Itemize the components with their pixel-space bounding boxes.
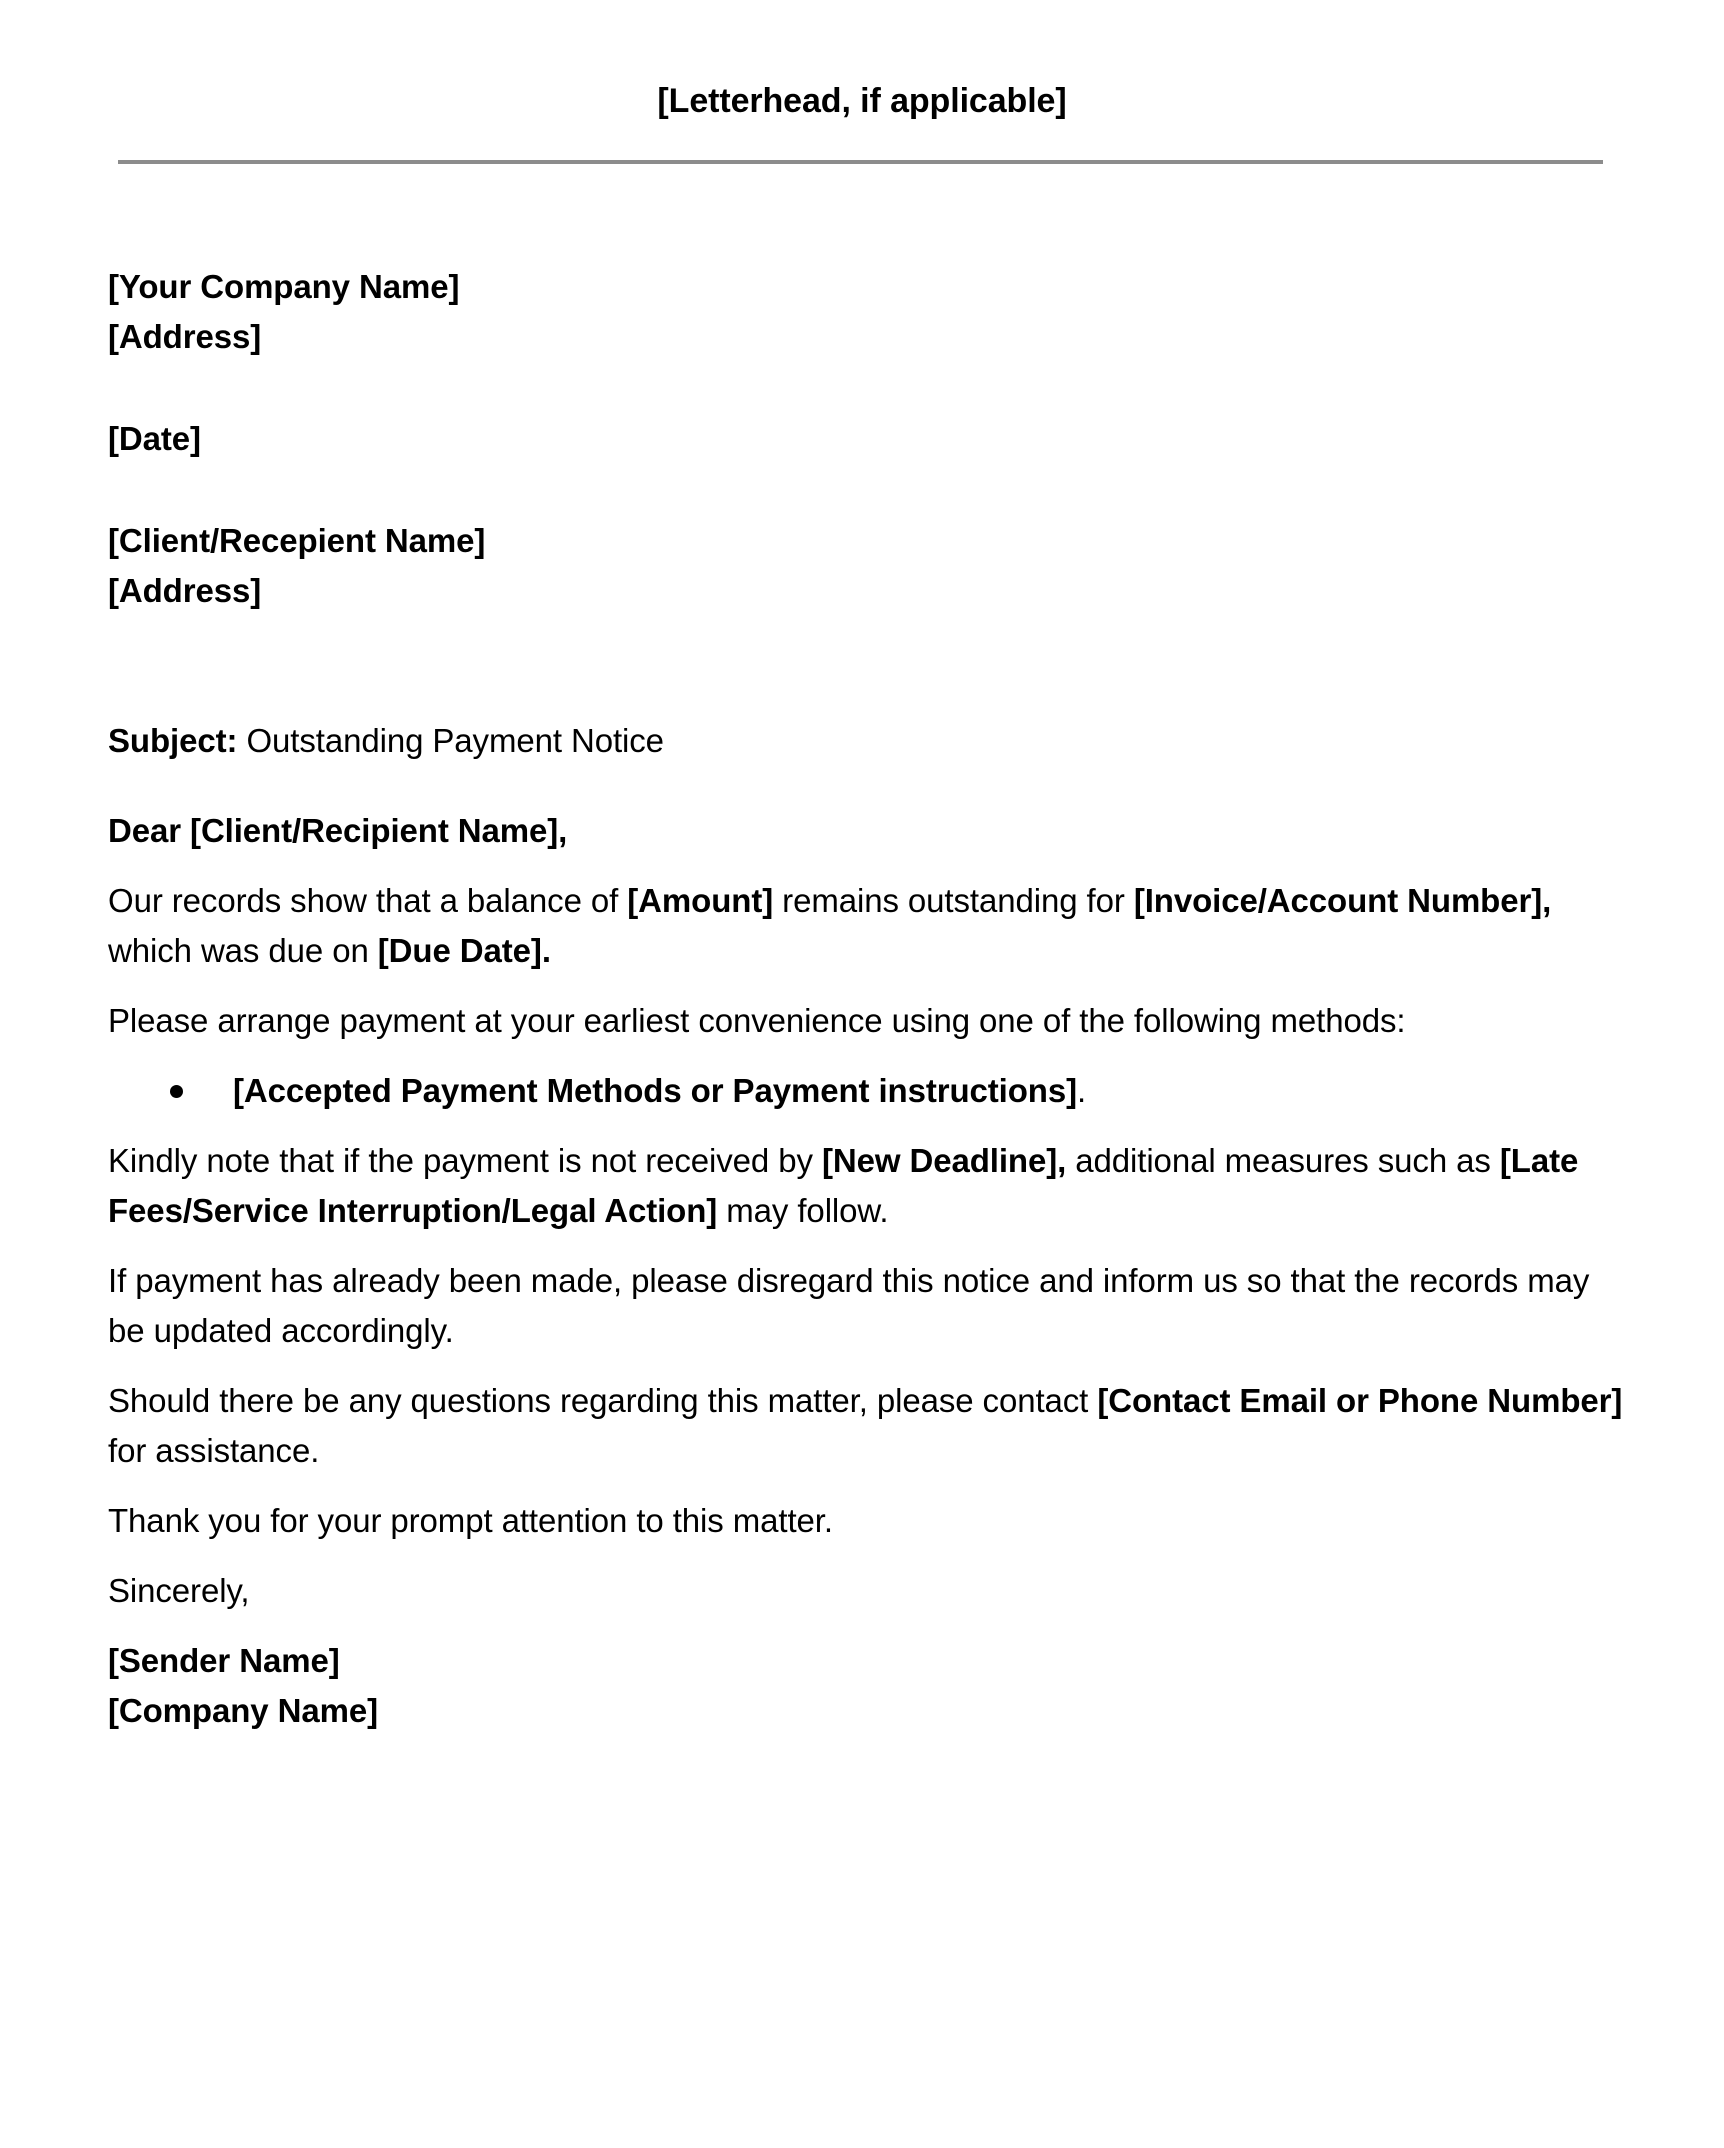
- placeholder-amount: [Amount]: [627, 882, 774, 919]
- placeholder-due-date: [Due Date].: [377, 932, 551, 969]
- header-divider: [118, 160, 1603, 164]
- salutation-spacer: [108, 786, 1628, 806]
- placeholder-additional-measures: [Late Fees/Service Interruption/Legal Action]: [108, 1142, 1579, 1229]
- para3-text-2: additional measures such as: [1066, 1142, 1500, 1179]
- paragraph-contact-questions: [108, 1376, 1628, 1476]
- letter-date: [Date]: [108, 420, 201, 457]
- closing-line: Sincerely,: [108, 1572, 250, 1609]
- signature-block: [108, 1636, 1628, 1736]
- letterhead-title: [Letterhead, if applicable]: [657, 82, 1067, 120]
- subject-spacer: [108, 668, 1628, 716]
- list-item: [108, 1066, 1628, 1116]
- sender-name: [Sender Name]: [108, 1642, 340, 1679]
- placeholder-payment-methods: [Accepted Payment Methods or Payment instructions]: [233, 1072, 1077, 1109]
- paragraph-already-paid: If payment has already been made, please disregard this notice and inform us so that the records may be updated accordingly.: [108, 1262, 1590, 1349]
- para3-text-1: Kindly note that if the payment is not received by: [108, 1142, 822, 1179]
- letter-body: [108, 262, 1628, 1736]
- sender-company-name: [Your Company Name]: [108, 268, 460, 305]
- bullet-item-suffix: .: [1077, 1072, 1087, 1109]
- placeholder-contact-info: [Contact Email or Phone Number]: [1097, 1382, 1623, 1419]
- para1-text-2: remains outstanding for: [773, 882, 1134, 919]
- placeholder-new-deadline: [New Deadline],: [821, 1142, 1067, 1179]
- bullet-point-icon: [170, 1085, 183, 1098]
- salutation-line: Dear [Client/Recipient Name],: [108, 812, 568, 849]
- paragraph-payment-methods-intro: Please arrange payment at your earliest convenience using one of the following methods:: [108, 1002, 1406, 1039]
- payment-methods-list: [108, 1066, 1628, 1116]
- para1-text-3: which was due on: [108, 932, 378, 969]
- para5-text-2: for assistance.: [108, 1432, 320, 1469]
- paragraph-late-consequences: [108, 1136, 1628, 1236]
- subject-label: Subject:: [108, 722, 238, 759]
- recipient-address: [Address]: [108, 572, 262, 609]
- recipient-address-block: [108, 516, 1628, 616]
- placeholder-invoice-number: [Invoice/Account Number],: [1133, 882, 1552, 919]
- date-block: [108, 414, 1628, 464]
- signature-company-name: [Company Name]: [108, 1692, 378, 1729]
- para1-text-1: Our records show that a balance of: [108, 882, 628, 919]
- paragraph-balance-outstanding: [108, 876, 1628, 976]
- para5-text-1: Should there be any questions regarding this matter, please contact: [108, 1382, 1098, 1419]
- sender-address: [Address]: [108, 318, 262, 355]
- subject-value: Outstanding Payment Notice: [246, 722, 664, 759]
- paragraph-thank-you: Thank you for your prompt attention to this matter.: [108, 1502, 833, 1539]
- recipient-name: [Client/Recepient Name]: [108, 522, 486, 559]
- sender-address-block: [108, 262, 1628, 362]
- para3-text-3: may follow.: [717, 1192, 889, 1229]
- subject-line: [108, 716, 1628, 766]
